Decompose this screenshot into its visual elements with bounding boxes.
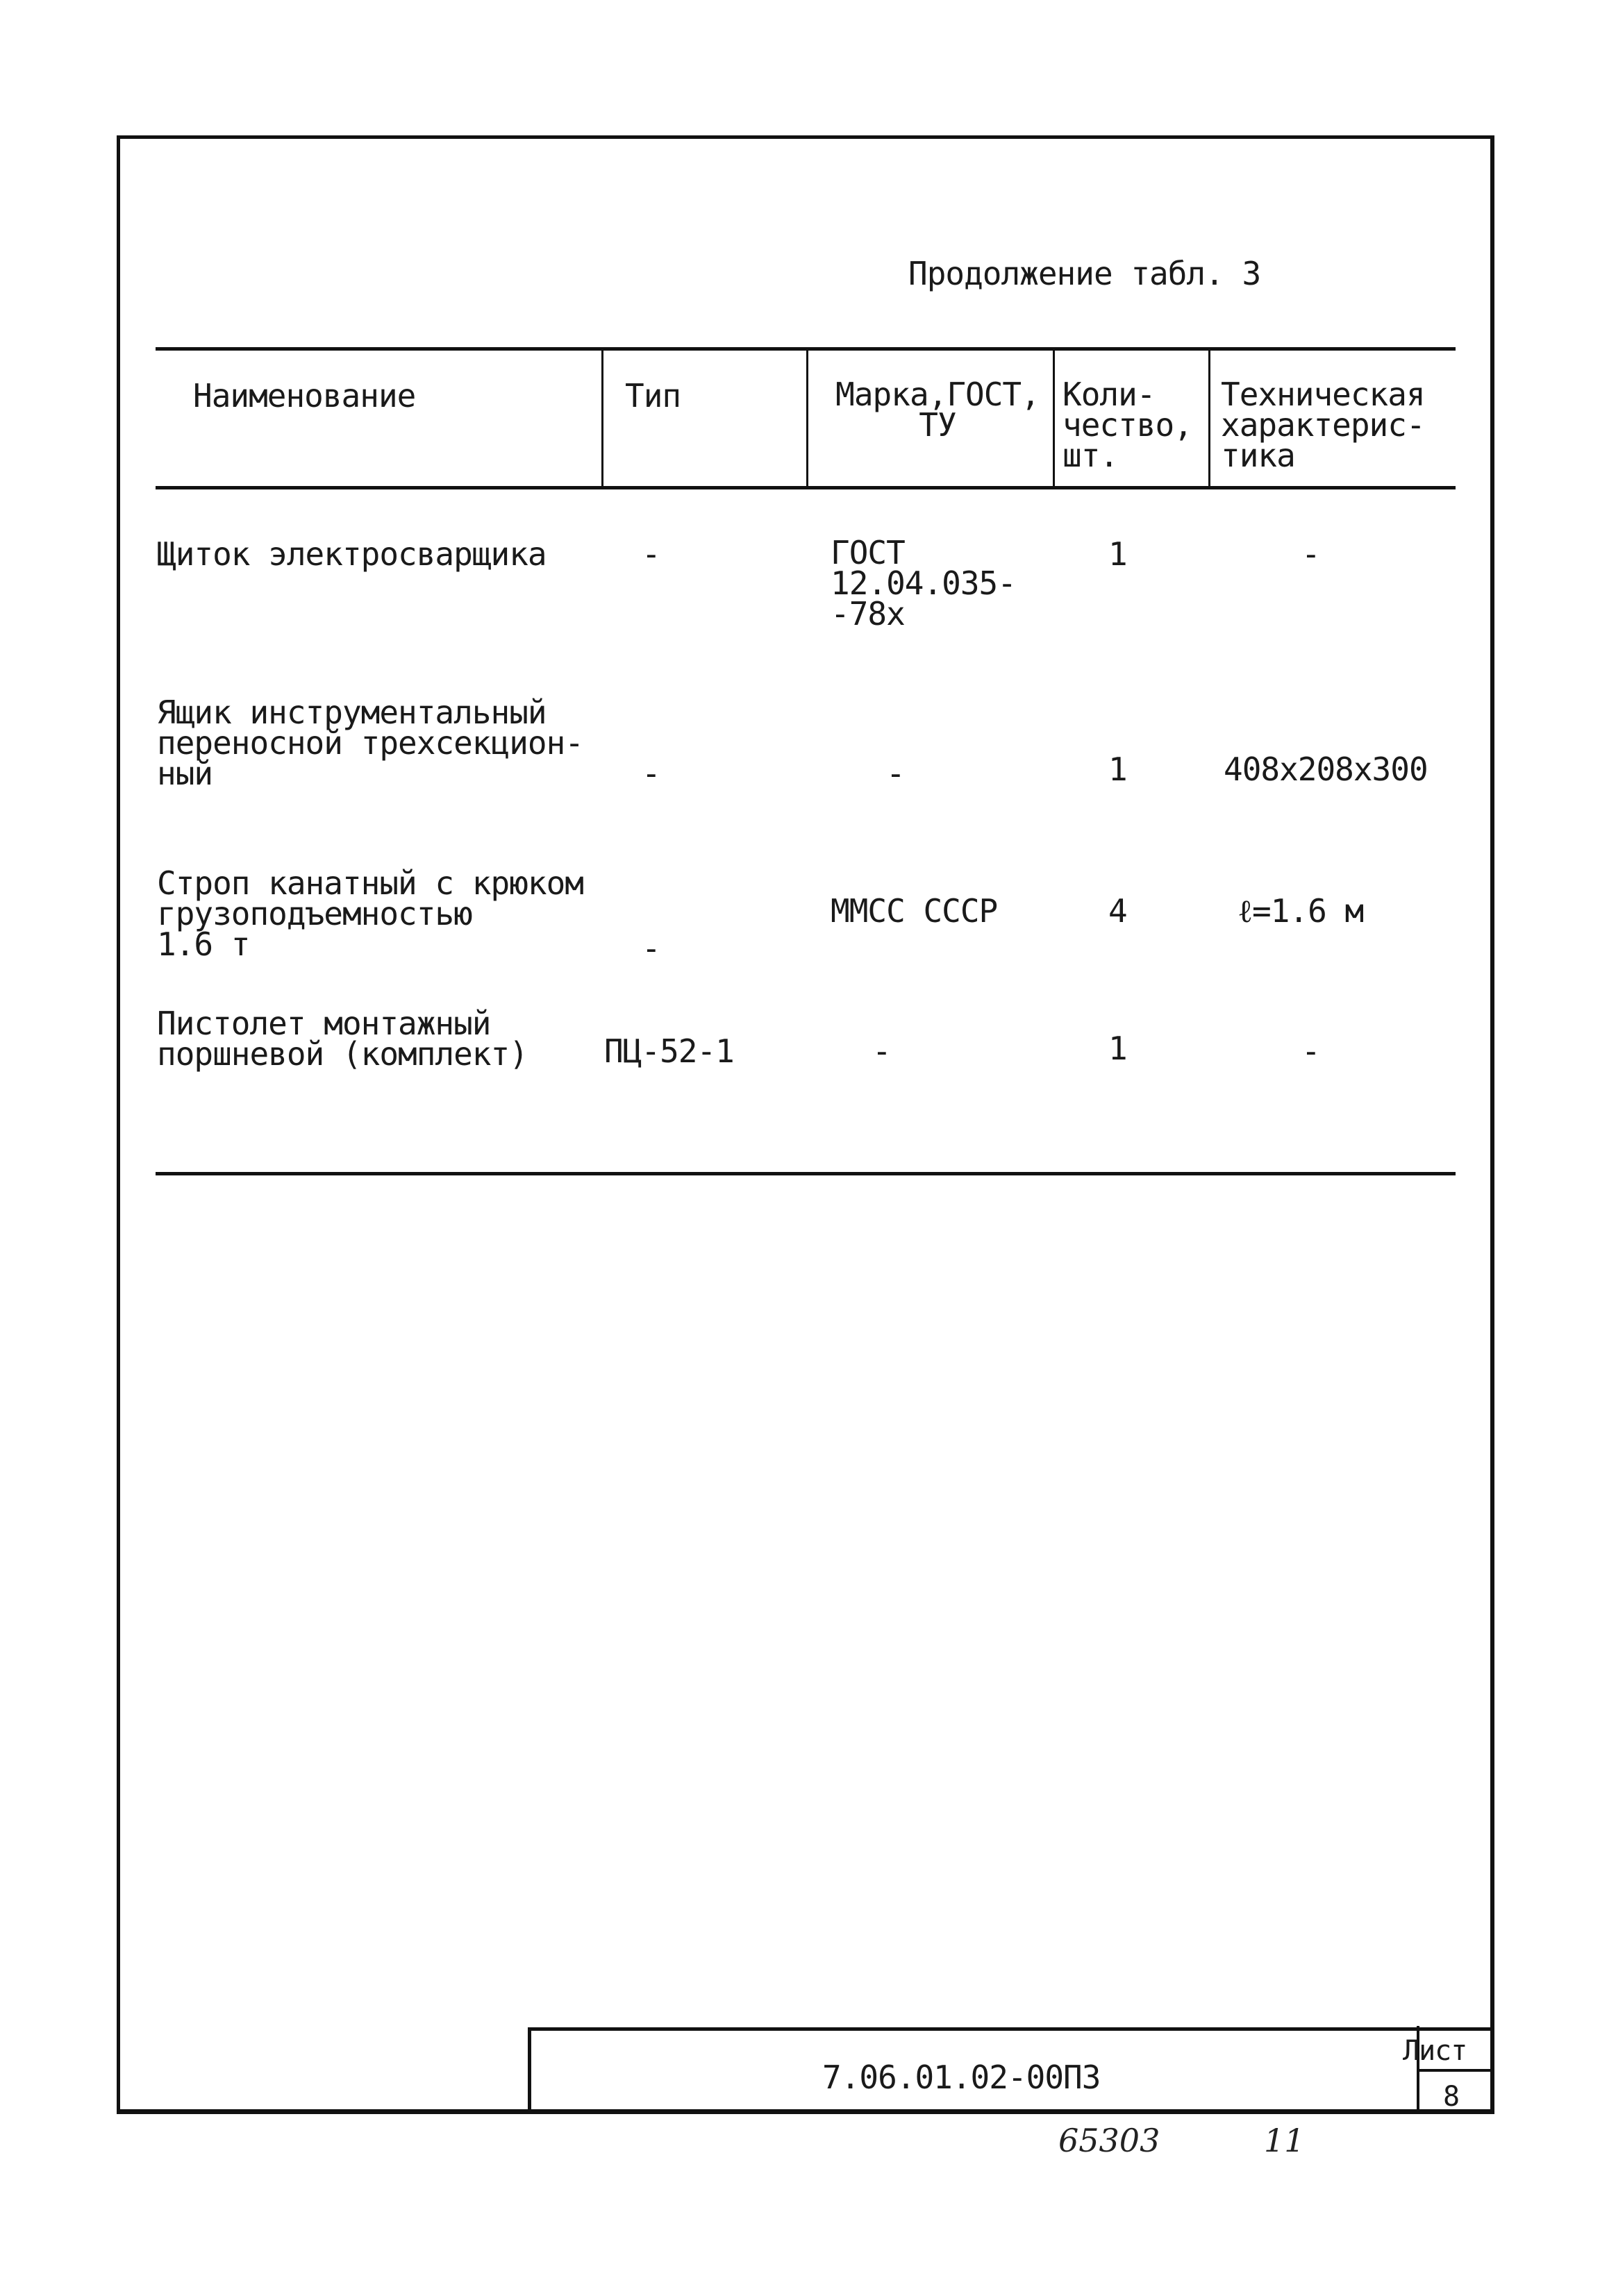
header-type: Тип [625,377,681,414]
row3-name: Строп канатный с крюком грузоподъемностью 1.6 т [157,864,583,963]
col-divider-1 [601,347,603,489]
page-number: 11 [1264,2122,1305,2159]
row3-spec: ℓ=1.6 м [1238,892,1364,930]
header-spec: Техническая характерис- тика [1221,376,1425,474]
inventory-number: 65303 [1058,2122,1160,2159]
table-bottom-rule [156,1172,1456,1175]
row2-qty: 1 [1108,751,1127,788]
row2-name: Ящик инструментальный переносной трехсекцион- ный [157,694,583,792]
row3-type: - [642,930,660,967]
col-divider-2 [806,347,808,489]
row2-spec: 408x208x300 [1224,751,1428,788]
header-qty: Коли- чество, шт. [1062,376,1192,474]
row2-type: - [642,755,660,792]
row1-mark: ГОСТ 12.04.035- -78х [831,534,1016,632]
table-top-rule [156,347,1456,351]
row3-qty: 4 [1108,892,1127,930]
row1-name: Щиток электросварщика [157,535,547,573]
document-code: 7.06.01.02-00ПЗ [822,2059,1101,2096]
row4-mark: - [872,1032,891,1070]
header-name: Наименование [193,377,416,414]
row3-mark: ММСС СССР [831,892,998,930]
sheet-label: Лист [1403,2035,1467,2067]
row4-name: Пистолет монтажный поршневой (комплект) [157,1005,528,1073]
sheet-cell-divider [1417,2069,1494,2072]
col-divider-3 [1053,347,1055,489]
col-divider-4 [1208,347,1210,489]
row1-spec: - [1301,535,1320,573]
row1-qty: 1 [1108,535,1127,573]
row4-spec: - [1301,1032,1320,1070]
header-mark: Марка,ГОСТ, ТУ [835,376,1040,444]
sheet-number: 8 [1443,2081,1460,2113]
row1-type: - [642,535,660,573]
table-caption: Продолжение табл. 3 [908,255,1261,292]
table-header-rule [156,486,1456,489]
row2-mark: - [886,755,905,792]
row4-type: ПЦ-52-1 [604,1032,734,1070]
row4-qty: 1 [1108,1030,1127,1067]
